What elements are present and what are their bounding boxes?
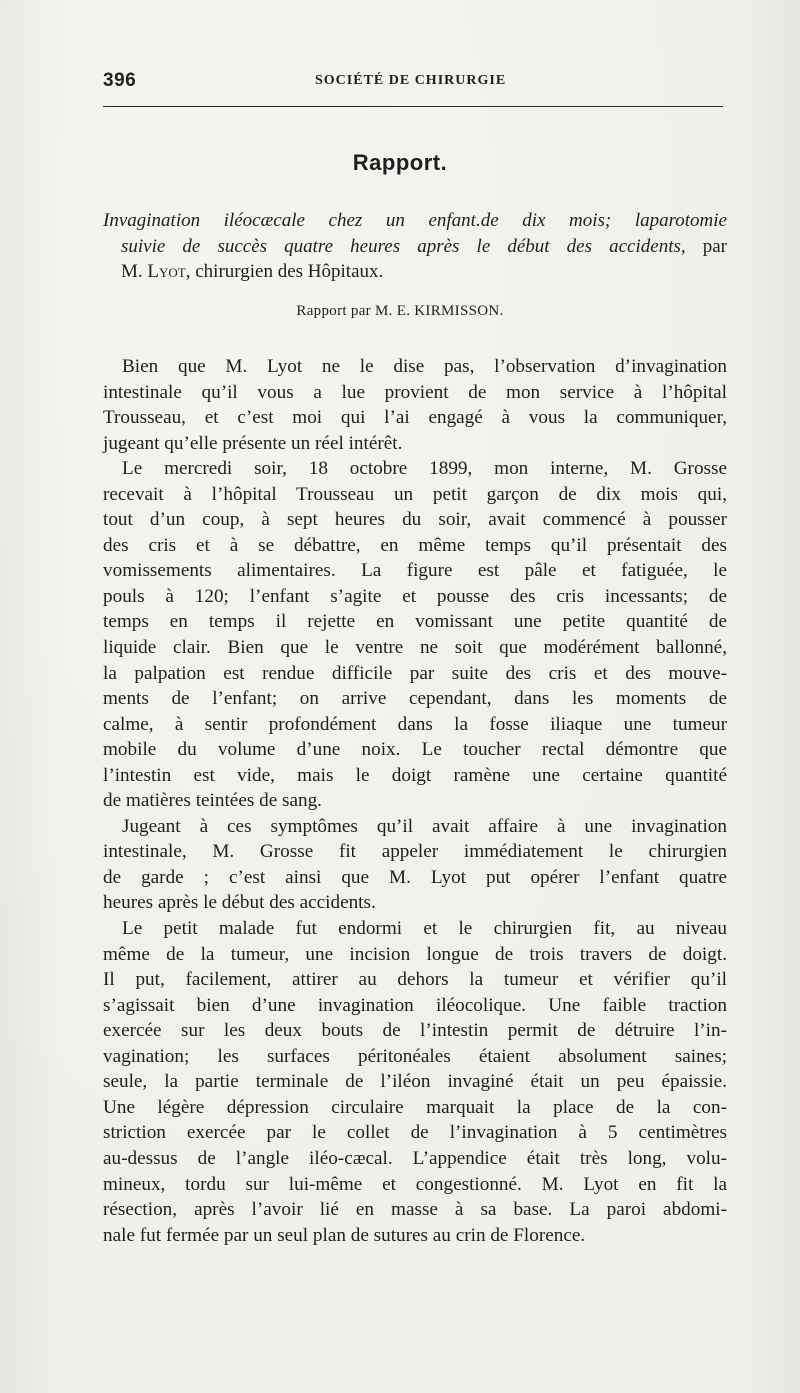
- body-line: Une légère dépression circulaire marquait la place de la con-: [103, 1096, 727, 1118]
- body-line: temps en temps il rejette en vomissant une petite quantité de: [103, 611, 727, 633]
- body-line: mobile du volume d’une noix. Le toucher rectal démontre que: [103, 739, 727, 761]
- subtitle-line-2-tail: par: [685, 235, 727, 257]
- subtitle-line-3: [103, 259, 727, 285]
- body-line: vomissements alimentaires. La figure est pâle et fatiguée, le: [103, 560, 727, 582]
- subtitle-author-name: Lyot: [147, 261, 186, 282]
- body-line: tout d’un coup, à sept heures du soir, avait commencé à pousser: [103, 509, 727, 531]
- body-line: striction exercée par le collet de l’invagination à 5 centimètres: [103, 1122, 727, 1144]
- subtitle-line-1: Invagination iléocæcale chez un enfant.de dix mois; laparotomie: [103, 210, 727, 231]
- body-line: au-dessus de l’angle iléo-cæcal. L’appendice était très long, volu-: [103, 1147, 727, 1169]
- subtitle-line-2-italic: suivie de succès quatre heures après le début des accidents,: [121, 235, 686, 257]
- body-line: liquide clair. Bien que le ventre ne soit que modérément ballonné,: [103, 637, 727, 659]
- body-line: la palpation est rendue difficile par suite des cris et des mouve-: [103, 662, 727, 684]
- body-line: des cris et à se débattre, en même temps qu’il présentait des: [103, 534, 727, 556]
- subtitle-author-rest: , chirurgien des Hôpitaux.: [185, 261, 384, 282]
- body-line: Le petit malade fut endormi et le chirurgien fit, au niveau: [122, 918, 727, 940]
- body-line: recevait à l’hôpital Trousseau un petit garçon de dix mois qui,: [103, 483, 727, 505]
- body-line: jugeant qu’elle présente un réel intérêt.: [103, 432, 403, 454]
- body-line: Trousseau, et c’est moi qui l’ai engagé à vous la communiquer,: [103, 407, 727, 429]
- body-line: de garde ; c’est ainsi que M. Lyot put opérer l’enfant quatre: [103, 866, 727, 888]
- body-line: intestinale qu’il vous a lue provient de mon service à l’hôpital: [103, 381, 727, 403]
- body-line: pouls à 120; l’enfant s’agite et pousse des cris incessants; de: [103, 585, 727, 607]
- body-line: vagination; les surfaces péritonéales étaient absolument saines;: [103, 1045, 727, 1067]
- body-line: Jugeant à ces symptômes qu’il avait affaire à une invagination: [122, 815, 727, 837]
- body-line: exercée sur les deux bouts de l’intestin permit de détruire l’in-: [103, 1020, 727, 1042]
- body-line: même de la tumeur, une incision longue de trois travers de doigt.: [103, 943, 727, 965]
- body-line: seule, la partie terminale de l’iléon invaginé était un peu épaissie.: [103, 1071, 727, 1093]
- body-line: calme, à sentir profondément dans la fosse iliaque une tumeur: [103, 713, 727, 735]
- body-line: nale fut fermée par un seul plan de sutures au crin de Florence.: [103, 1224, 586, 1246]
- page-header: [103, 70, 723, 94]
- report-byline: Rapport par M. E. KIRMISSON.: [296, 303, 504, 319]
- body-line: s’agissait bien d’une invagination iléocolique. Une faible traction: [103, 994, 727, 1016]
- section-title: Rapport.: [352, 150, 448, 175]
- running-head: SOCIÉTÉ DE CHIRURGIE: [315, 73, 507, 88]
- body-line: intestinale, M. Grosse fit appeler immédiatement le chirurgien: [103, 841, 727, 863]
- body-line: mineux, tordu sur lui-même et congestionné. M. Lyot en fit la: [103, 1173, 727, 1195]
- body-line: résection, après l’avoir lié en masse à sa base. La paroi abdomi-: [103, 1199, 727, 1221]
- report-subtitle: [103, 208, 727, 285]
- body-line: de matières teintées de sang.: [103, 790, 322, 812]
- body-line: Bien que M. Lyot ne le dise pas, l’observation d’invagination: [122, 356, 727, 377]
- body-line: ments de l’enfant; on arrive cependant, dans les moments de: [103, 688, 727, 710]
- subtitle-author-prefix: M.: [121, 261, 148, 282]
- header-rule: [103, 106, 723, 107]
- body-line: l’intestin est vide, mais le doigt ramène une certaine quantité: [103, 764, 727, 786]
- subtitle-line-2: [103, 234, 727, 260]
- body-line: Le mercredi soir, 18 octobre 1899, mon interne, M. Grosse: [122, 458, 727, 480]
- body-line: heures après le début des accidents.: [103, 892, 376, 914]
- body-line: Il put, facilement, attirer au dehors la tumeur et vérifier qu’il: [103, 969, 727, 991]
- report-body: [103, 354, 727, 1248]
- page-number: 396: [103, 70, 137, 91]
